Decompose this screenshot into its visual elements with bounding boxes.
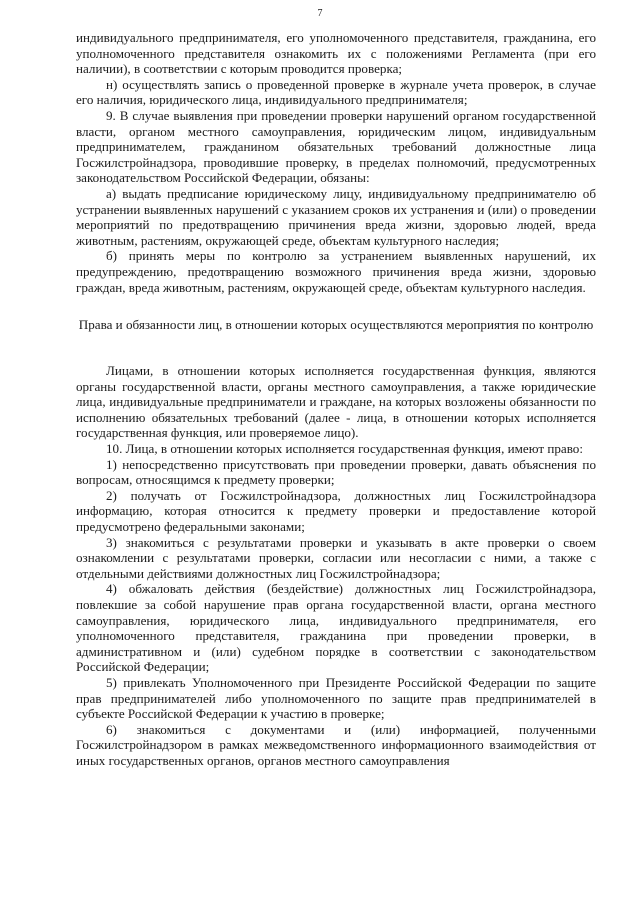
document-body bbox=[76, 30, 596, 769]
page-number: 7 bbox=[317, 8, 323, 19]
paragraph-right-3: 3) знакомиться с результатами проверки и указывать в акте проверки о своем ознакомлении с результатами проверки, согласии или несогласии с ними, а также с отдельными действиями должностных лиц Госжилстройнадзора; bbox=[76, 534, 596, 581]
section-heading: Права и обязанности лиц, в отношении которых осуществляются мероприятия по контролю bbox=[78, 317, 594, 333]
paragraph-persons-definition: Лицами, в отношении которых исполняется государственная функция, являются органы государственной власти, органы местного самоуправления, а также юридические лица, индивидуальные предприниматели и граждане, на которых возложены обязанности по исполнению обязательных требований (далее - лица, в отношении которых исполняется государственная функция, или проверяемое лицо). bbox=[76, 363, 596, 441]
paragraph-right-1: 1) непосредственно присутствовать при проведении проверки, давать объяснения по вопросам, относящимся к предмету проверки; bbox=[76, 456, 596, 488]
paragraph-item-n: н) осуществлять запись о проведенной проверке в журнале учета проверок, в случае его наличия, юридического лица, индивидуального предпринимателя; bbox=[76, 76, 596, 108]
paragraph-clause-9: 9. В случае выявления при проведении проверки нарушений органом государственной власти, органом местного самоуправления, юридическим лицом, индивидуальным предпринимателем, гражданином обязательных требований должностные лица Госжилстройнадзора, проводившие проверку, в пределах полномочий, предусмотренных законодательством Российской Федерации, обязаны: bbox=[76, 107, 596, 186]
paragraph-item-a: а) выдать предписание юридическому лицу, индивидуальному предпринимателю об устранении выявленных нарушений с указанием сроков их устранения и (или) о проведении мероприятий по предотвращению причинения вреда жизни, здоровью людей, вреда животным, растениям, окружающей среде, объектам культурного наследия; bbox=[76, 185, 596, 248]
paragraph-item-b: б) принять меры по контролю за устранением выявленных нарушений, их предупреждению, предотвращению возможного причинения вреда жизни, здоровью граждан, вреда животным, растениям, окружающей среде, объектам культурного наследия. bbox=[76, 248, 596, 295]
paragraph-right-2: 2) получать от Госжилстройнадзора, должностных лиц Госжилстройнадзора информацию, которая относится к предмету проверки и предоставление которой предусмотрено федеральными законами; bbox=[76, 487, 596, 535]
paragraph-regulation-familiarization: индивидуального предпринимателя, его уполномоченного представителя, гражданина, его уполномоченного представителя ознакомить их с положениями Регламента (при его наличии), в соответствии с которым проводится проверка; bbox=[76, 30, 596, 77]
paragraph-right-6: 6) знакомиться с документами и (или) информацией, полученными Госжилстройнадзором в рамках межведомственного информационного взаимодействия от иных государственных органов, органов местного самоуправления bbox=[76, 721, 596, 768]
paragraph-right-5: 5) привлекать Уполномоченного при Президенте Российской Федерации по защите прав предпринимателей либо уполномоченного по защите прав предпринимателей в субъекте Российской Федерации к участию в проверке; bbox=[76, 674, 596, 722]
paragraph-right-4: 4) обжаловать действия (бездействие) должностных лиц Госжилстройнадзора, повлекшие за собой нарушение прав органа государственной власти, органа местного самоуправления, юридического лица, индивидуального предпринимателя, его уполномоченного представителя, гражданина при проведении проверки, в административном и (или) судебном порядке в соответствии с законодательством Российской Федерации; bbox=[76, 581, 596, 675]
paragraph-clause-10: 10. Лица, в отношении которых исполняется государственная функция, имеют право: bbox=[106, 441, 583, 457]
